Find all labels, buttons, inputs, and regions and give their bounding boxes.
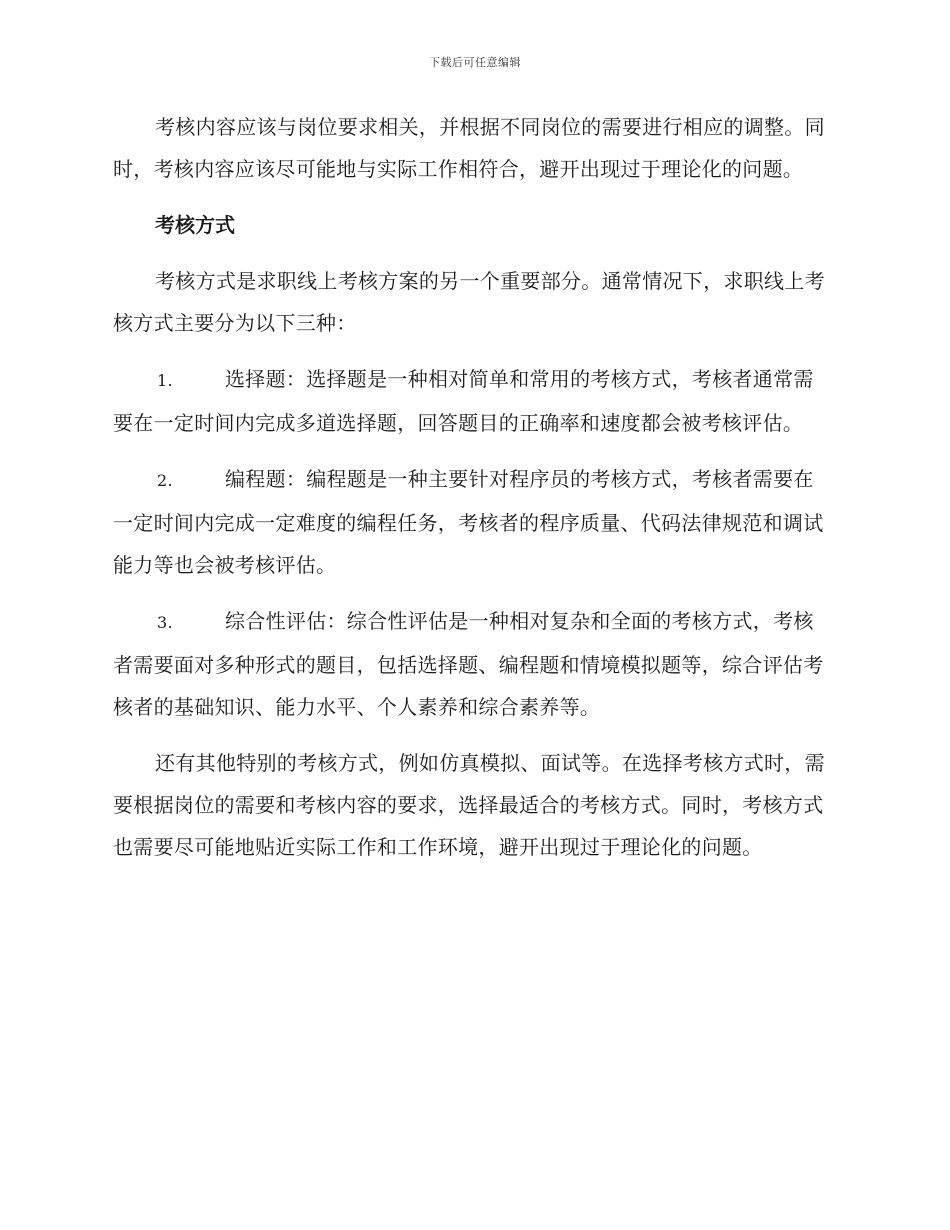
list-item [113,358,833,444]
document-body [113,106,833,882]
paragraph-other-methods: 还有其他特别的考核方式，例如仿真模拟、面试等。在选择考核方式时，需要根据岗位的需要和考核内容的要求，选择最适合的考核方式。同时，考核方式也需要尽可能地贴近实际工作和工作环境，避开出现过于理论化的问题。 [113,751,825,859]
list-item [113,600,833,728]
paragraph-content-requirements: 考核内容应该与岗位要求相关，并根据不同岗位的需要进行相应的调整。同时，考核内容应该尽可能地与实际工作相符合，避开出现过于理论化的问题。 [113,115,825,181]
paragraph-methods-intro: 考核方式是求职线上考核方案的另一个重要部分。通常情况下，求职线上考核方式主要分为以下三种： [113,269,825,335]
list-item-number: 3. [157,613,173,632]
section-heading: 考核方式 [155,213,235,237]
list-item-number: 1. [157,371,173,390]
list-item-text: 编程题：编程题是一种主要针对程序员的考核方式，考核者需要在一定时间内完成一定难度的编程任务，考核者的程序质量、代码法律规范和调试能力等也会被考核评估。 [113,467,824,577]
list-item-text: 综合性评估：综合性评估是一种相对复杂和全面的考核方式，考核者需要面对多种形式的题目，包括选择题、编程题和情境模拟题等，综合评估考核者的基础知识、能力水平、个人素养和综合素养等。 [113,609,824,719]
list-item-number: 2. [157,471,173,490]
page-header: 下载后可任意编辑 [429,56,521,69]
list-item [113,458,833,586]
list-item-text: 选择题：选择题是一种相对简单和常用的考核方式，考核者通常需要在一定时间内完成多道选择题，回答题目的正确率和速度都会被考核评估。 [113,367,814,435]
